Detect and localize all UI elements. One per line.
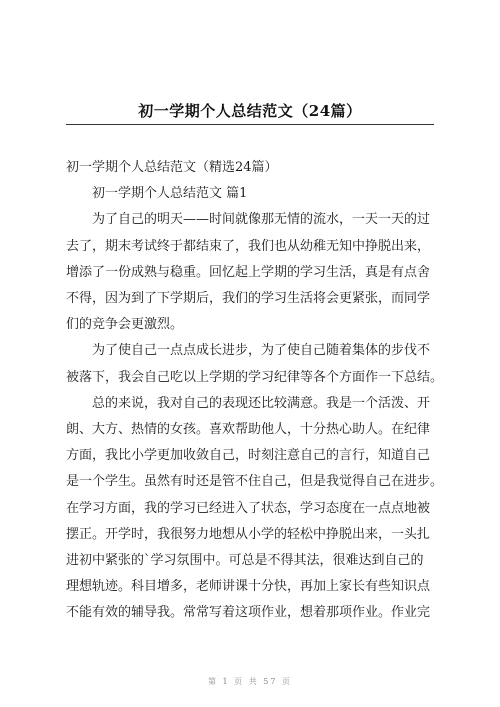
body-line: 们的竞争会更激烈。: [66, 317, 184, 333]
body-line: 总的来说，我对自己的表现还比较满意。我是一个活泼、开: [92, 395, 431, 411]
body-line: 是一个学生。虽然有时还是管不住自己，但是我觉得自己在进步。: [66, 474, 444, 490]
page-footer: 第 1 页 共 57 页: [208, 677, 292, 686]
section-heading: 初一学期个人总结范文（精选24篇）: [66, 160, 278, 175]
body-line: 方面，我比小学更加收敛自己，时刻注意自己的言行，知道自己: [66, 448, 431, 464]
document-title: 初一学期个人总结范文（24篇）: [138, 102, 362, 120]
title-divider: [66, 124, 434, 125]
body-line: 进初中紧张的`学习氛围中。可总是不得其法，很难达到自己的: [66, 553, 424, 569]
body-line: 被落下，我会自己吃以上学期的学习纪律等各个方面作一下总结。: [66, 369, 444, 385]
body-line: 不能有效的辅导我。常常写着这项作业，想着那项作业。作业完: [66, 605, 431, 621]
body-line: 去了，期末考试终于都结束了，我们也从幼稚无知中挣脱出来，: [66, 238, 431, 254]
body-line: 朗、大方、热情的女孩。喜欢帮助他人，十分热心助人。在纪律: [66, 422, 431, 438]
body-line: 增添了一份成熟与稳重。回忆起上学期的学习生活，真是有点舍: [66, 264, 431, 280]
body-line: 摆正。开学时，我很努力地想从小学的轻松中挣脱出来，一头扎: [66, 526, 431, 542]
body-line: 不得，因为到了下学期后，我们的学习生活将会更紧张，而同学: [66, 291, 431, 307]
document-body: [66, 155, 444, 627]
body-line: 理想轨迹。科目增多，老师讲课十分快，再加上家长有些知识点: [66, 579, 431, 595]
subsection-heading: 初一学期个人总结范文 篇1: [92, 186, 248, 202]
body-line: 在学习方面，我的学习已经进入了状态，学习态度在一点点地被: [66, 500, 431, 516]
body-line: 为了使自己一点点成长进步，为了使自己随着集体的步伐不: [92, 343, 431, 359]
body-line: 为了自己的明天——时间就像那无情的流水，一天一天的过: [92, 212, 431, 228]
